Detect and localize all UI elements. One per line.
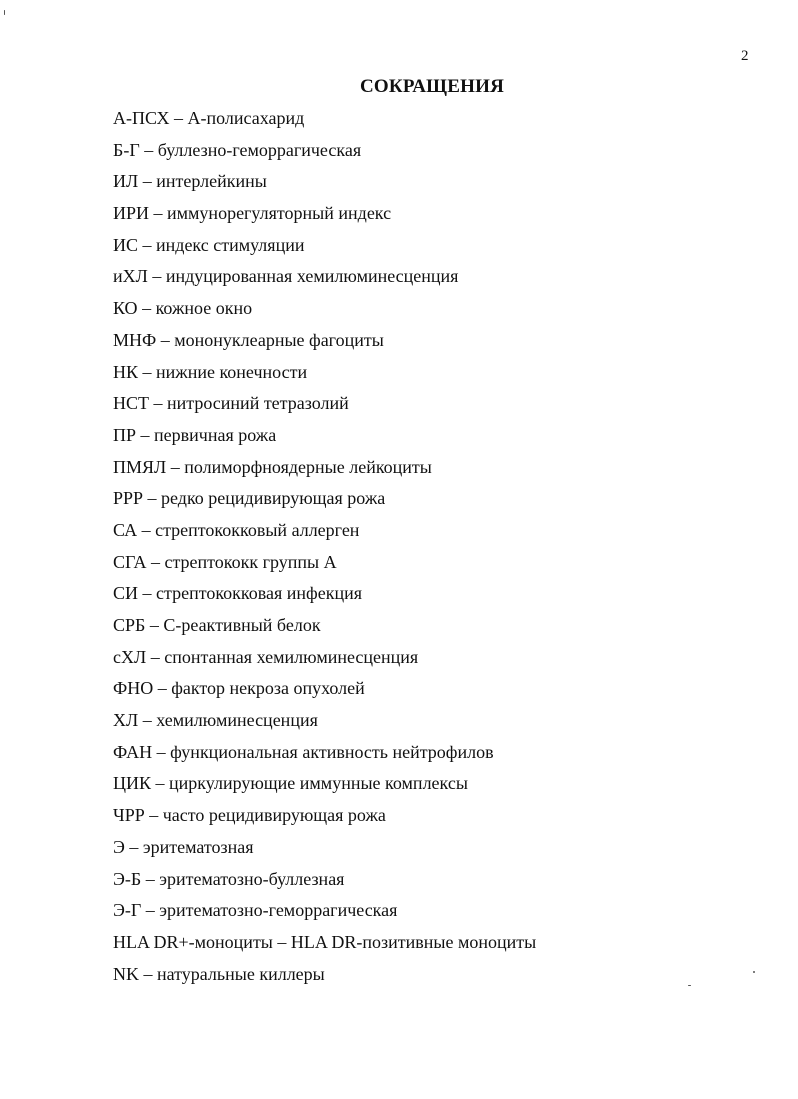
abbreviation-term: НК [113,361,139,382]
abbreviation-meaning: часто рецидивирующая рожа [162,805,386,826]
abbreviation-separator: – [138,234,157,255]
abbreviation-separator: – [146,646,165,667]
abbreviation-term: Э-Г [113,900,142,921]
abbreviation-term: СГА [113,551,147,572]
abbreviation-term: ИЛ [113,171,139,192]
abbreviation-separator: – [149,393,167,414]
abbreviation-separator: – [152,741,171,762]
abbreviation-item [113,673,536,705]
abbreviation-term: сХЛ [113,646,147,667]
abbreviation-meaning: стрептококковая инфекция [156,583,362,604]
abbreviation-meaning: С-реактивный белок [163,615,321,635]
abbreviation-separator: – [143,488,162,509]
abbreviation-separator: – [138,710,157,731]
abbreviation-item [113,515,536,547]
abbreviation-term: Э-Б [113,868,142,889]
abbreviation-meaning: кожное окно [155,298,253,319]
abbreviation-meaning: нитросиний тетразолий [167,393,349,414]
abbreviation-item [113,293,536,325]
abbreviation-item [113,325,536,357]
abbreviation-meaning: эритематозная [142,836,254,857]
abbreviation-term: СА [113,519,138,540]
abbreviation-term: ИС [113,234,139,255]
abbreviation-item [113,166,536,198]
abbreviation-item [113,135,536,167]
abbreviation-meaning: редко рецидивирующая рожа [161,488,386,509]
abbreviation-meaning: функциональная активность нейтрофилов [170,741,494,762]
abbreviation-item [113,483,536,515]
abbreviation-meaning: полиморфноядерные лейкоциты [184,456,432,477]
abbreviation-separator: – [156,329,175,350]
abbreviation-term: ХЛ [113,710,139,731]
abbreviation-meaning: HLA DR-позитивные моноциты [290,931,537,952]
abbreviation-term: NK [113,963,139,984]
abbreviation-meaning: индекс стимуляции [156,234,305,255]
page-title: СОКРАЩЕНИЯ [360,76,504,97]
abbreviation-item [113,610,536,642]
abbreviation-meaning: спонтанная хемилюминесценция [164,646,419,667]
abbreviation-separator: – [139,963,157,984]
abbreviation-meaning: стрептококковый аллерген [155,519,360,540]
abbreviation-meaning: натуральные киллеры [157,963,325,984]
abbreviation-item [113,388,536,420]
abbreviation-item [113,452,536,484]
abbreviation-separator: – [138,361,157,382]
abbreviation-term: СРБ [113,615,146,635]
abbreviation-separator: – [144,805,163,826]
abbreviation-term: А-ПСХ [113,108,170,128]
abbreviation-item [113,800,536,832]
abbreviation-item [113,642,536,674]
abbreviation-separator: – [141,868,160,889]
abbreviation-meaning: интерлейкины [156,171,267,192]
page-number: 2 [741,48,749,64]
abbreviation-item [113,927,536,959]
abbreviation-item [113,198,536,230]
abbreviation-item [113,261,536,293]
abbreviation-item [113,547,536,579]
abbreviation-item [113,959,536,991]
abbreviation-meaning: хемилюминесценция [156,710,318,731]
abbreviation-separator: – [138,583,157,604]
abbreviation-separator: – [136,424,155,445]
abbreviation-item [113,578,536,610]
abbreviation-item [113,230,536,262]
abbreviation-term: Э [113,836,125,857]
scan-speck [753,971,755,973]
abbreviation-meaning: мононуклеарные фагоциты [174,329,384,350]
abbreviation-separator: – [169,108,188,128]
abbreviation-term: ПР [113,424,137,445]
abbreviation-separator: – [153,678,172,699]
abbreviation-meaning: стрептококк группы А [164,551,337,572]
abbreviation-separator: – [139,139,158,160]
abbreviation-separator: – [272,931,291,952]
abbreviation-term: ФАН [113,741,153,762]
abbreviation-item [113,705,536,737]
abbreviation-separator: – [138,171,157,192]
abbreviation-item [113,357,536,389]
abbreviation-term: ЧРР [113,805,145,826]
abbreviation-term: РРР [113,488,144,509]
abbreviation-term: КО [113,298,138,319]
abbreviation-item [113,768,536,800]
abbreviation-item [113,737,536,769]
abbreviation-separator: – [145,615,164,635]
abbreviation-term: ЦИК [113,773,152,794]
abbreviation-term: HLA DR+-моноциты [113,931,273,952]
scan-speck [4,10,5,15]
abbreviation-separator: – [124,836,143,857]
abbreviation-item [113,895,536,927]
abbreviation-meaning: индуцированная хемилюминесценция [165,266,459,287]
abbreviation-item [113,864,536,896]
abbreviation-meaning: иммунорегуляторный индекс [167,203,392,224]
abbreviation-term: ФНО [113,678,154,699]
abbreviation-term: ПМЯЛ [113,456,167,477]
abbreviation-separator: – [146,551,165,572]
abbreviation-meaning: А-полисахарид [187,108,305,128]
abbreviation-term: НСТ [113,393,149,414]
abbreviation-term: ИРИ [113,203,150,224]
abbreviation-term: МНФ [113,329,157,350]
abbreviation-item [113,103,536,135]
abbreviation-meaning: первичная рожа [154,424,277,445]
abbreviation-separator: – [141,900,160,921]
abbreviation-list [113,103,536,990]
abbreviation-separator: – [166,456,185,477]
abbreviation-item [113,420,536,452]
abbreviation-term: СИ [113,583,139,604]
abbreviation-separator: – [147,266,166,287]
abbreviation-separator: – [151,773,170,794]
abbreviation-separator: – [137,519,156,540]
abbreviation-meaning: эритематозно-буллезная [159,868,345,889]
abbreviation-meaning: эритематозно-геморрагическая [159,900,398,921]
abbreviation-term: иХЛ [113,266,148,287]
abbreviation-meaning: фактор некроза опухолей [171,678,365,699]
abbreviation-meaning: циркулирующие иммунные комплексы [169,773,468,794]
abbreviation-term: Б-Г [113,139,140,160]
abbreviation-meaning: нижние конечности [156,361,308,382]
abbreviation-separator: – [137,298,156,319]
abbreviation-separator: – [149,203,168,224]
abbreviation-meaning: буллезно-геморрагическая [157,139,362,160]
abbreviation-item [113,832,536,864]
scan-speck [688,985,691,986]
